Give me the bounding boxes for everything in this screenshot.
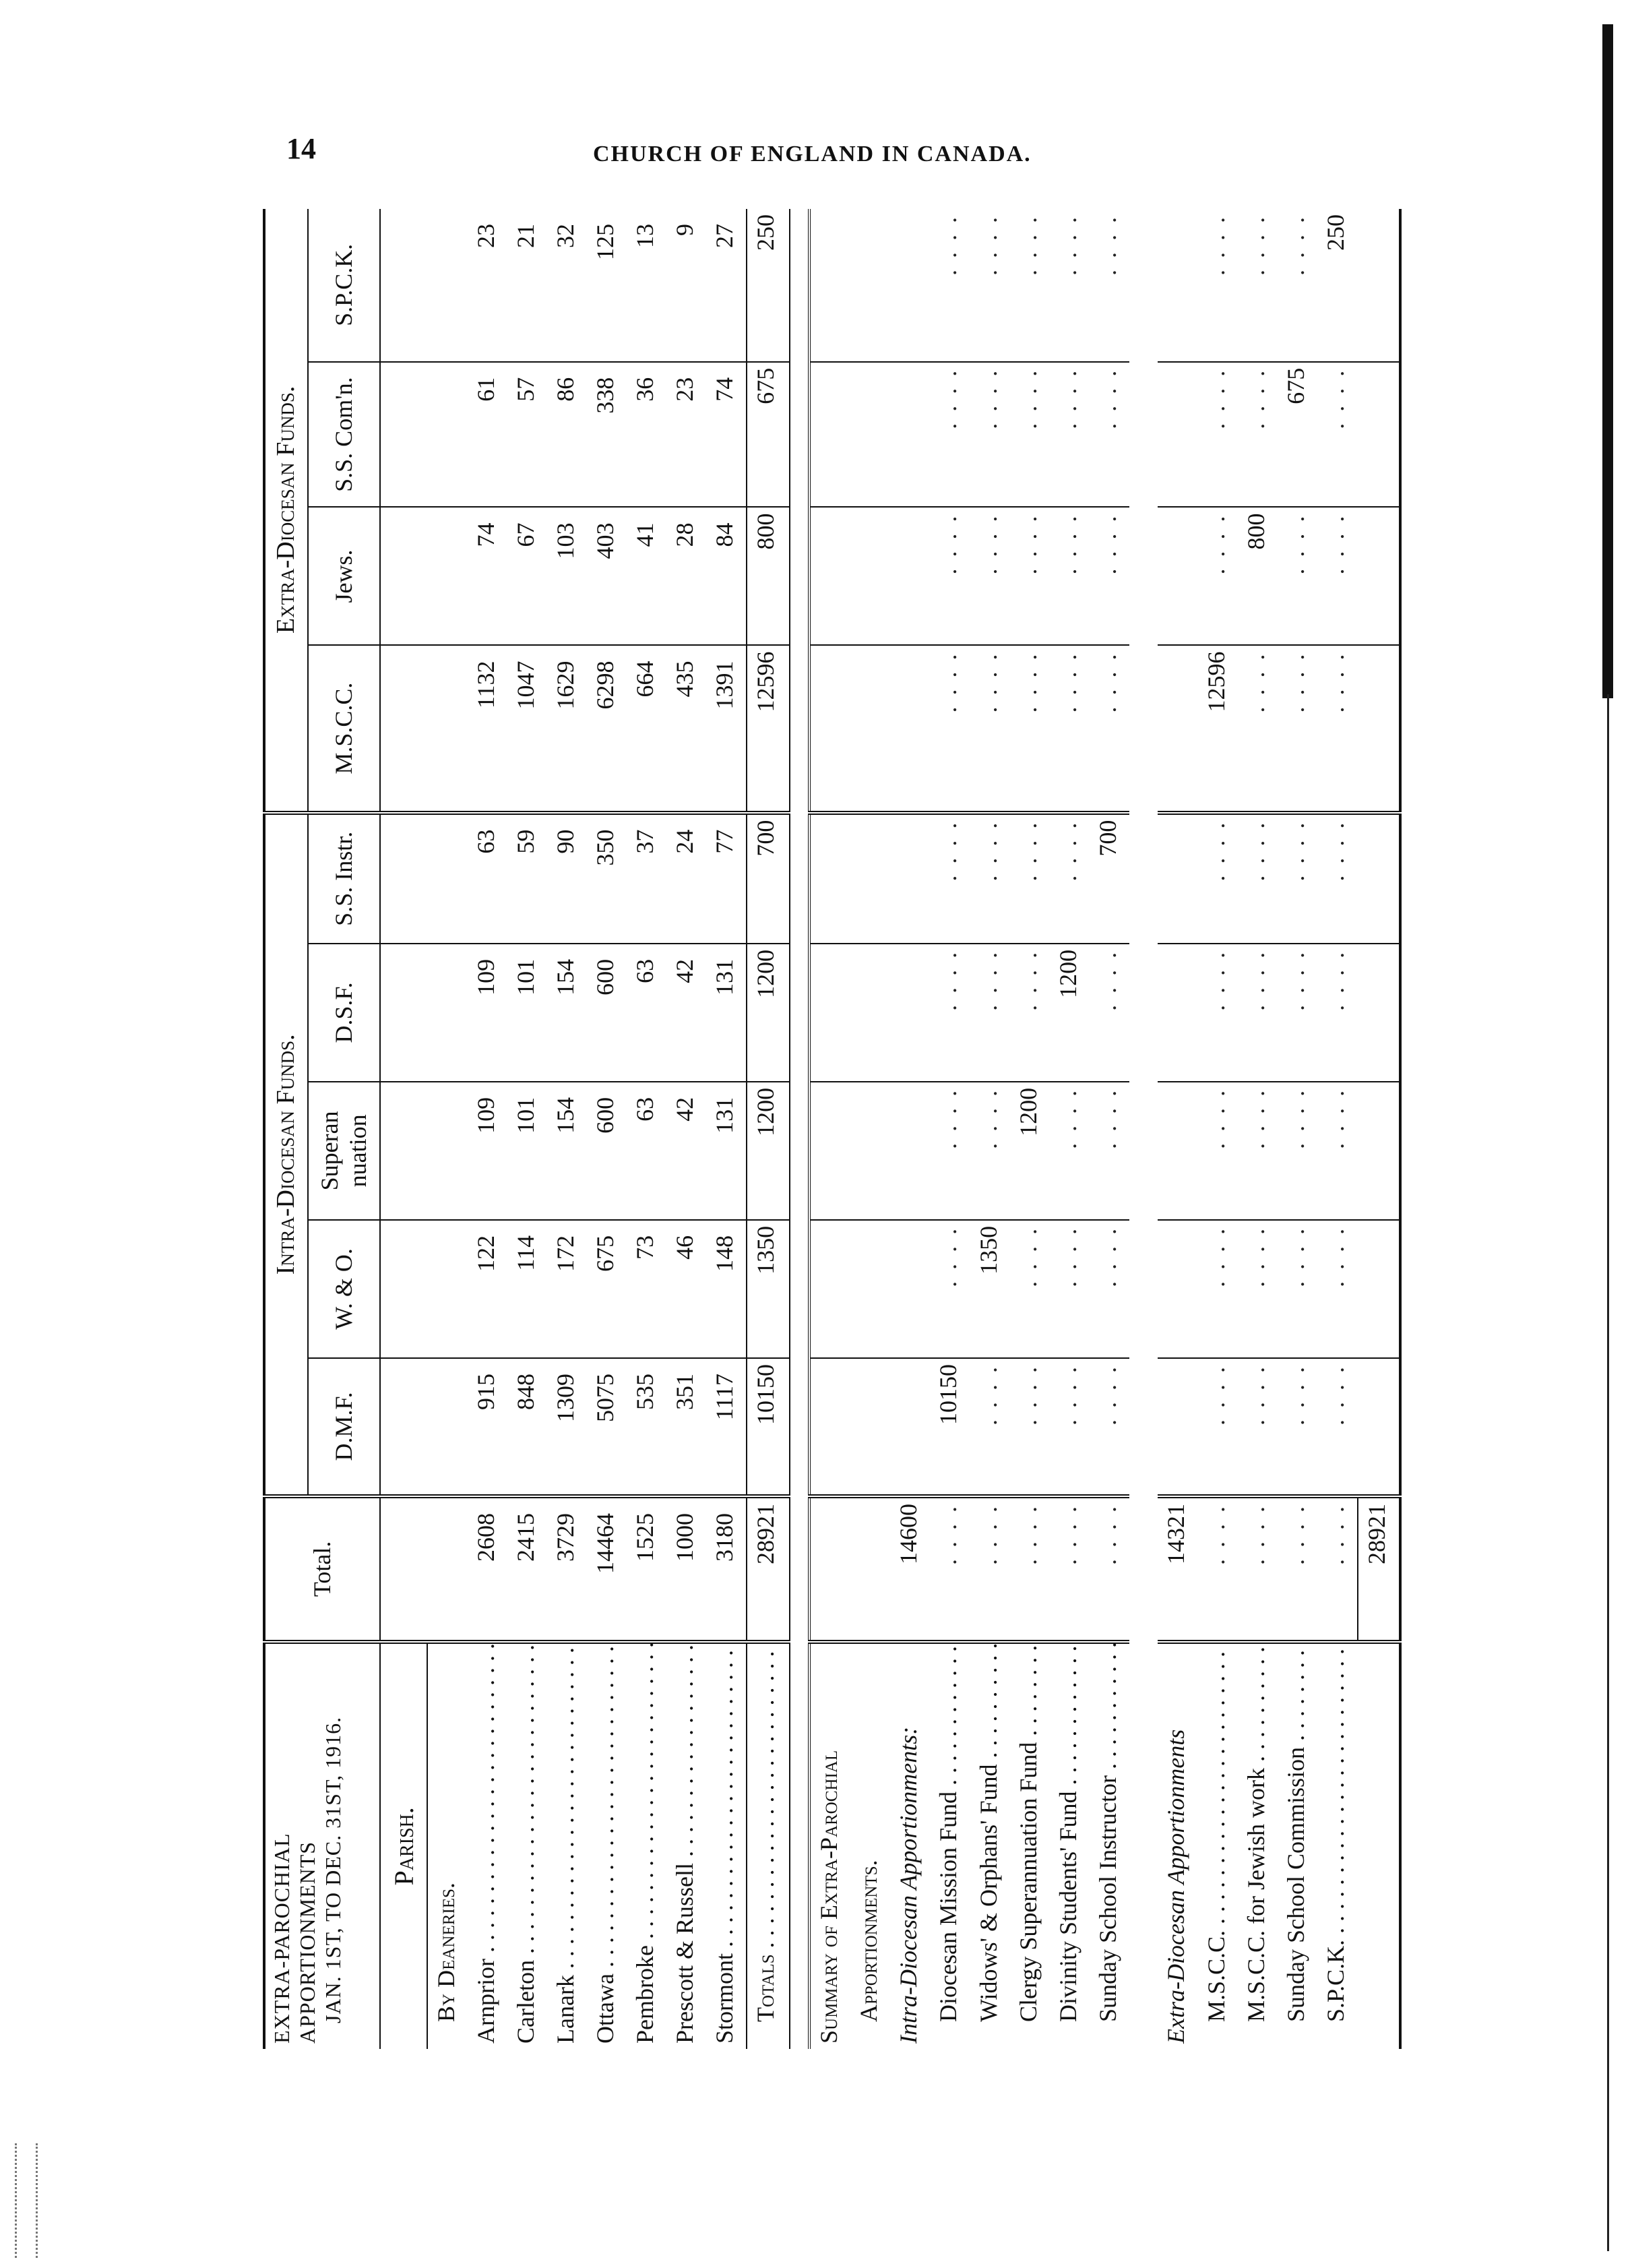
apportionments-table xyxy=(263,209,1402,2049)
summary-label: Sunday School Instructor . . . xyxy=(1090,1642,1129,2049)
summary-ssinstr: . . . . xyxy=(1010,813,1050,944)
summary-empty-super xyxy=(1358,1082,1400,1220)
summary-dmf xyxy=(1158,1358,1197,1496)
row-parish: Stormont . . . xyxy=(706,1642,747,2049)
summary-empty-spck xyxy=(1358,209,1400,362)
row-jews: 103 xyxy=(547,507,587,645)
row-total: 2608 xyxy=(468,1496,507,1642)
row-ssinstr: 24 xyxy=(666,813,706,944)
summary-spck: . . . . xyxy=(1090,209,1129,362)
summary-spck xyxy=(1158,209,1197,362)
table-row xyxy=(468,209,507,2049)
summary-jews xyxy=(809,507,850,645)
summary-dsf xyxy=(850,944,890,1082)
summary-total: . . . . xyxy=(930,1496,970,1642)
summary-spck: . . . . xyxy=(1050,209,1090,362)
summary-dsf: . . . . xyxy=(930,944,970,1082)
row-dsf: 63 xyxy=(627,944,666,1082)
summary-super xyxy=(809,1082,850,1220)
summary-mscc: . . . . xyxy=(1090,646,1129,813)
summary-row xyxy=(890,209,930,2049)
summary-grand-total-row xyxy=(1358,209,1400,2049)
summary-label: Diocesan Mission Fund . . . xyxy=(930,1642,970,2049)
row-sscomn: 57 xyxy=(507,362,547,508)
row-spck: 32 xyxy=(547,209,587,362)
summary-sscomn: . . . . xyxy=(1090,362,1129,508)
summary-label: Sunday School Commission . . . xyxy=(1278,1642,1317,2049)
row-total: 1000 xyxy=(666,1496,706,1642)
row-dsf: 109 xyxy=(468,944,507,1082)
summary-total xyxy=(850,1496,890,1642)
col-jews: Jews. xyxy=(308,507,380,645)
summary-sscomn: . . . . xyxy=(1050,362,1090,508)
apportionments-table-rotated xyxy=(263,209,1402,2049)
summary-grand-total-label xyxy=(1358,1642,1400,2049)
row-ssinstr: 90 xyxy=(547,813,587,944)
summary-dsf: . . . . xyxy=(1010,944,1050,1082)
totals-total: 28921 xyxy=(747,1496,790,1642)
summary-wo: . . . . xyxy=(1050,1220,1090,1358)
row-mscc: 6298 xyxy=(587,646,627,813)
summary-wo: . . . . xyxy=(1278,1220,1317,1358)
row-sscomn: 23 xyxy=(666,362,706,508)
totals-super: 1200 xyxy=(747,1082,790,1220)
summary-wo xyxy=(890,1220,930,1358)
col-mscc: M.S.C.C. xyxy=(308,646,380,813)
summary-jews: . . . . xyxy=(1317,507,1358,645)
summary-mscc: . . . . xyxy=(970,646,1010,813)
col-spck: S.P.C.K. xyxy=(308,209,380,362)
summary-ssinstr: . . . . xyxy=(1317,813,1358,944)
row-ssinstr: 63 xyxy=(468,813,507,944)
summary-jews: . . . . xyxy=(1010,507,1050,645)
summary-row xyxy=(930,209,970,2049)
summary-spck xyxy=(850,209,890,362)
col-superannuation: Superan nuation xyxy=(308,1082,380,1220)
summary-mscc: . . . . xyxy=(1010,646,1050,813)
summary-empty-dmf xyxy=(1358,1358,1400,1496)
summary-super: . . . . xyxy=(1278,1082,1317,1220)
summary-jews: 800 xyxy=(1238,507,1278,645)
row-jews: 403 xyxy=(587,507,627,645)
row-dmf: 1309 xyxy=(547,1358,587,1496)
summary-dsf: 1200 xyxy=(1050,944,1090,1082)
summary-dsf xyxy=(890,944,930,1082)
summary-wo: . . . . xyxy=(1317,1220,1358,1358)
summary-mscc: . . . . xyxy=(1278,646,1317,813)
summary-super xyxy=(890,1082,930,1220)
summary-row xyxy=(1050,209,1090,2049)
row-wo: 675 xyxy=(587,1220,627,1358)
totals-label: Totals . . . xyxy=(747,1642,790,2049)
summary-super: 1200 xyxy=(1010,1082,1050,1220)
summary-spck: . . . . xyxy=(1238,209,1278,362)
col-ss-instr: S.S. Instr. xyxy=(308,813,380,944)
summary-jews xyxy=(1158,507,1197,645)
row-sscomn: 74 xyxy=(706,362,747,508)
page-number: 14 xyxy=(286,132,316,165)
summary-wo: . . . . xyxy=(1238,1220,1278,1358)
summary-jews: . . . . xyxy=(1278,507,1317,645)
summary-dmf: . . . . xyxy=(1198,1358,1238,1496)
summary-mscc: . . . . xyxy=(1238,646,1278,813)
summary-label: M.S.C.C. . . . xyxy=(1198,1642,1238,2049)
row-dmf: 351 xyxy=(666,1358,706,1496)
summary-dmf: . . . . xyxy=(1317,1358,1358,1496)
summary-mscc xyxy=(1158,646,1197,813)
summary-ssinstr xyxy=(1158,813,1197,944)
row-mscc: 1629 xyxy=(547,646,587,813)
summary-jews: . . . . xyxy=(930,507,970,645)
summary-sscomn: . . . . xyxy=(1198,362,1238,508)
row-wo: 148 xyxy=(706,1220,747,1358)
row-mscc: 1047 xyxy=(507,646,547,813)
row-super: 101 xyxy=(507,1082,547,1220)
row-total: 2415 xyxy=(507,1496,547,1642)
summary-total: 14600 xyxy=(890,1496,930,1642)
summary-spck: . . . . xyxy=(1198,209,1238,362)
summary-super: . . . . xyxy=(1317,1082,1358,1220)
row-wo: 172 xyxy=(547,1220,587,1358)
summary-wo xyxy=(809,1220,850,1358)
summary-row xyxy=(970,209,1010,2049)
section-label: By Deaneries. xyxy=(433,1882,460,2022)
summary-row xyxy=(1158,209,1197,2049)
col-wo: W. & O. xyxy=(308,1220,380,1358)
table-row xyxy=(627,209,666,2049)
row-wo: 46 xyxy=(666,1220,706,1358)
summary-super: . . . . xyxy=(930,1082,970,1220)
summary-total: . . . . xyxy=(1317,1496,1358,1642)
row-spck: 21 xyxy=(507,209,547,362)
summary-total: . . . . xyxy=(1010,1496,1050,1642)
row-wo: 114 xyxy=(507,1220,547,1358)
summary-ssinstr: . . . . xyxy=(970,813,1010,944)
row-super: 131 xyxy=(706,1082,747,1220)
summary-total: . . . . xyxy=(1198,1496,1238,1642)
summary-super xyxy=(850,1082,890,1220)
summary-row xyxy=(1238,209,1278,2049)
summary-spck: . . . . xyxy=(930,209,970,362)
summary-dmf xyxy=(850,1358,890,1496)
row-sscomn: 36 xyxy=(627,362,666,508)
group-extra-diocesan: Extra-Diocesan Funds. xyxy=(264,209,308,813)
summary-sscomn: . . . . xyxy=(970,362,1010,508)
row-dsf: 101 xyxy=(507,944,547,1082)
summary-sscomn: 675 xyxy=(1278,362,1317,508)
row-parish: Carleton . . . xyxy=(507,1642,547,2049)
row-ssinstr: 350 xyxy=(587,813,627,944)
table-row xyxy=(706,209,747,2049)
summary-label: S.P.C.K. . . . xyxy=(1317,1642,1358,2049)
summary-super: . . . . xyxy=(1198,1082,1238,1220)
table-row xyxy=(547,209,587,2049)
totals-wo: 1350 xyxy=(747,1220,790,1358)
col-total: Total. xyxy=(264,1496,380,1642)
row-jews: 41 xyxy=(627,507,666,645)
summary-dsf xyxy=(809,944,850,1082)
row-sscomn: 338 xyxy=(587,362,627,508)
summary-super xyxy=(1158,1082,1197,1220)
summary-label: Summary of Extra-Parochial xyxy=(815,1750,842,2044)
summary-ssinstr: 700 xyxy=(1090,813,1129,944)
summary-ssinstr: . . . . xyxy=(1238,813,1278,944)
summary-empty-mscc xyxy=(1358,646,1400,813)
summary-row xyxy=(1090,209,1129,2049)
summary-sscomn: . . . . xyxy=(1238,362,1278,508)
summary-spck: . . . . xyxy=(1010,209,1050,362)
row-spck: 13 xyxy=(627,209,666,362)
summary-wo: . . . . xyxy=(930,1220,970,1358)
summary-jews: . . . . xyxy=(970,507,1010,645)
summary-empty-sscomn xyxy=(1358,362,1400,508)
summary-mscc xyxy=(890,646,930,813)
summary-dmf: . . . . xyxy=(1010,1358,1050,1496)
summary-sscomn: . . . . xyxy=(930,362,970,508)
col-ss-comn: S.S. Com'n. xyxy=(308,362,380,508)
row-total: 3180 xyxy=(706,1496,747,1642)
summary-total: . . . . xyxy=(1238,1496,1278,1642)
table-row xyxy=(507,209,547,2049)
summary-jews: . . . . xyxy=(1050,507,1090,645)
summary-sscomn: . . . . xyxy=(1010,362,1050,508)
row-super: 63 xyxy=(627,1082,666,1220)
totals-dmf: 10150 xyxy=(747,1358,790,1496)
row-sscomn: 86 xyxy=(547,362,587,508)
deanery-rows xyxy=(468,209,747,2049)
totals-jews: 800 xyxy=(747,507,790,645)
summary-dmf: . . . . xyxy=(1050,1358,1090,1496)
row-dmf: 915 xyxy=(468,1358,507,1496)
totals-row xyxy=(747,209,790,2049)
summary-wo xyxy=(850,1220,890,1358)
group-intra-diocesan: Intra-Diocesan Funds. xyxy=(264,813,308,1496)
summary-super: . . . . xyxy=(1050,1082,1090,1220)
row-dmf: 1117 xyxy=(706,1358,747,1496)
row-dsf: 131 xyxy=(706,944,747,1082)
col-parish: Parish. xyxy=(380,1642,428,2049)
summary-row xyxy=(1278,209,1317,2049)
row-mscc: 664 xyxy=(627,646,666,813)
col-dsf: D.S.F. xyxy=(308,944,380,1082)
row-spck: 23 xyxy=(468,209,507,362)
summary-super: . . . . xyxy=(970,1082,1010,1220)
row-dmf: 535 xyxy=(627,1358,666,1496)
row-parish: Pembroke . . . xyxy=(627,1642,666,2049)
summary-empty-jews xyxy=(1358,507,1400,645)
row-total: 3729 xyxy=(547,1496,587,1642)
summary-wo xyxy=(1158,1220,1197,1358)
summary-total: 14321 xyxy=(1158,1496,1197,1642)
row-mscc: 1132 xyxy=(468,646,507,813)
summary-row xyxy=(850,209,890,2049)
row-jews: 74 xyxy=(468,507,507,645)
table-row xyxy=(587,209,627,2049)
row-super: 600 xyxy=(587,1082,627,1220)
summary-ssinstr: . . . . xyxy=(1278,813,1317,944)
summary-total xyxy=(809,1496,850,1642)
summary-ssinstr xyxy=(890,813,930,944)
summary-total: . . . . xyxy=(1050,1496,1090,1642)
summary-sscomn xyxy=(890,362,930,508)
summary-label: Apportionments. xyxy=(855,1860,883,2022)
summary-jews xyxy=(850,507,890,645)
summary-ssinstr: . . . . xyxy=(1198,813,1238,944)
summary-total: . . . . xyxy=(970,1496,1010,1642)
row-sscomn: 61 xyxy=(468,362,507,508)
summary-jews xyxy=(890,507,930,645)
col-dmf: D.M.F. xyxy=(308,1358,380,1496)
summary-mscc xyxy=(850,646,890,813)
summary-dsf: . . . . xyxy=(1278,944,1317,1082)
row-total: 1525 xyxy=(627,1496,666,1642)
summary-jews: . . . . xyxy=(1198,507,1238,645)
summary-label: Divinity Students' Fund . . . xyxy=(1050,1642,1090,2049)
summary-row xyxy=(1317,209,1358,2049)
summary-label: M.S.C.C. for Jewish work . . . xyxy=(1238,1642,1278,2049)
summary-spck xyxy=(890,209,930,362)
summary-dsf: . . . . xyxy=(1317,944,1358,1082)
summary-rows xyxy=(809,209,1400,2049)
summary-dsf: . . . . xyxy=(1238,944,1278,1082)
summary-wo: . . . . xyxy=(1090,1220,1129,1358)
summary-empty-dsf xyxy=(1358,944,1400,1082)
summary-row xyxy=(809,209,850,2049)
row-mscc: 1391 xyxy=(706,646,747,813)
summary-label: Widows' & Orphans' Fund . . . xyxy=(970,1642,1010,2049)
summary-super: . . . . xyxy=(1238,1082,1278,1220)
summary-spck: . . . . xyxy=(970,209,1010,362)
row-wo: 122 xyxy=(468,1220,507,1358)
row-parish: Prescott & Russell . . . xyxy=(666,1642,706,2049)
totals-dsf: 1200 xyxy=(747,944,790,1082)
summary-ssinstr xyxy=(850,813,890,944)
summary-super: . . . . xyxy=(1090,1082,1129,1220)
summary-spck xyxy=(809,209,850,362)
row-ssinstr: 59 xyxy=(507,813,547,944)
summary-dmf xyxy=(809,1358,850,1496)
row-spck: 27 xyxy=(706,209,747,362)
summary-row xyxy=(1010,209,1050,2049)
summary-dmf xyxy=(890,1358,930,1496)
row-dmf: 5075 xyxy=(587,1358,627,1496)
summary-ssinstr xyxy=(809,813,850,944)
totals-mscc: 12596 xyxy=(747,646,790,813)
summary-label: Clergy Superannuation Fund . . . xyxy=(1010,1642,1050,2049)
summary-dsf: . . . . xyxy=(1198,944,1238,1082)
row-jews: 28 xyxy=(666,507,706,645)
gutter-bar xyxy=(1602,24,1613,698)
summary-dmf: . . . . xyxy=(1278,1358,1317,1496)
summary-wo: 1350 xyxy=(970,1220,1010,1358)
summary-dsf: . . . . xyxy=(970,944,1010,1082)
summary-sscomn: . . . . xyxy=(1317,362,1358,508)
table-row xyxy=(666,209,706,2049)
summary-mscc: . . . . xyxy=(930,646,970,813)
row-spck: 125 xyxy=(587,209,627,362)
totals-sscomn: 675 xyxy=(747,362,790,508)
summary-wo: . . . . xyxy=(1010,1220,1050,1358)
summary-row xyxy=(1198,209,1238,2049)
summary-grand-total: 28921 xyxy=(1358,1496,1400,1642)
row-dmf: 848 xyxy=(507,1358,547,1496)
summary-ssinstr: . . . . xyxy=(1050,813,1090,944)
row-super: 42 xyxy=(666,1082,706,1220)
row-spck: 9 xyxy=(666,209,706,362)
row-ssinstr: 37 xyxy=(627,813,666,944)
summary-label: Extra-Diocesan Apportionments xyxy=(1162,1729,1190,2044)
summary-mscc: . . . . xyxy=(1317,646,1358,813)
table-caption: EXTRA-PAROCHIAL APPORTIONMENTS JAN. 1ST, TO DEC. 31ST, 1916. xyxy=(270,1716,345,2044)
totals-spck: 250 xyxy=(747,209,790,362)
summary-spck: . . . . xyxy=(1278,209,1317,362)
margin-marks xyxy=(15,2143,38,2258)
summary-total: . . . . xyxy=(1090,1496,1129,1642)
row-mscc: 435 xyxy=(666,646,706,813)
summary-empty-ssinstr xyxy=(1358,813,1400,944)
row-total: 14464 xyxy=(587,1496,627,1642)
row-super: 154 xyxy=(547,1082,587,1220)
summary-mscc: 12596 xyxy=(1198,646,1238,813)
row-wo: 73 xyxy=(627,1220,666,1358)
summary-dmf: 10150 xyxy=(930,1358,970,1496)
summary-jews: . . . . xyxy=(1090,507,1129,645)
row-dsf: 154 xyxy=(547,944,587,1082)
gutter-line xyxy=(1607,694,1609,2251)
summary-empty-wo xyxy=(1358,1220,1400,1358)
summary-ssinstr: . . . . xyxy=(930,813,970,944)
row-parish: Lanark . . . xyxy=(547,1642,587,2049)
row-parish: Ottawa . . . xyxy=(587,1642,627,2049)
row-jews: 67 xyxy=(507,507,547,645)
row-jews: 84 xyxy=(706,507,747,645)
summary-wo: . . . . xyxy=(1198,1220,1238,1358)
row-super: 109 xyxy=(468,1082,507,1220)
summary-dmf: . . . . xyxy=(970,1358,1010,1496)
summary-dsf: . . . . xyxy=(1090,944,1129,1082)
summary-sscomn xyxy=(850,362,890,508)
summary-dsf xyxy=(1158,944,1197,1082)
row-dsf: 42 xyxy=(666,944,706,1082)
summary-dmf: . . . . xyxy=(1090,1358,1129,1496)
summary-mscc: . . . . xyxy=(1050,646,1090,813)
summary-label: Intra-Diocesan Apportionments: xyxy=(895,1726,922,2044)
summary-sscomn xyxy=(809,362,850,508)
summary-sscomn xyxy=(1158,362,1197,508)
summary-total: . . . . xyxy=(1278,1496,1317,1642)
row-ssinstr: 77 xyxy=(706,813,747,944)
summary-dmf: . . . . xyxy=(1238,1358,1278,1496)
summary-mscc xyxy=(809,646,850,813)
totals-ssinstr: 700 xyxy=(747,813,790,944)
summary-spck: 250 xyxy=(1317,209,1358,362)
running-head: CHURCH OF ENGLAND IN CANADA. xyxy=(593,142,1032,166)
row-parish: Arnprior . . . xyxy=(468,1642,507,2049)
row-dsf: 600 xyxy=(587,944,627,1082)
